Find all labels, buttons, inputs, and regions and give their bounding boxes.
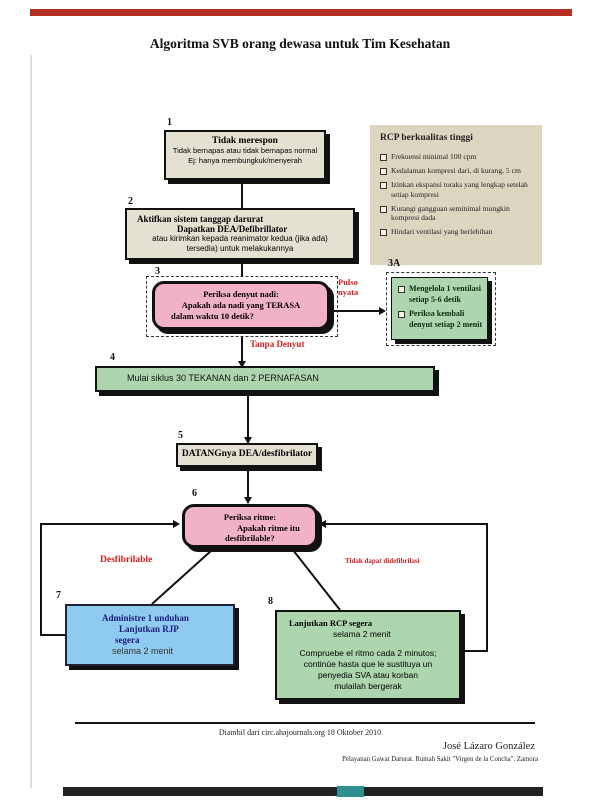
- node-step8-line: selama 2 menit: [333, 629, 391, 639]
- node-step1-line: Tidak bernapas atau tidak bernapas normal: [172, 146, 318, 155]
- step-number-8: 8: [268, 596, 273, 607]
- footer-source: Diambil dari circ.ahajournals.org 18 Oktober 2010: [218, 728, 382, 737]
- node-step6-line: Apakah ritme itu: [237, 522, 300, 533]
- node-step2-activate-emergency: [125, 208, 355, 260]
- node-step2-line: tersedia) untuk melakukannya: [186, 244, 294, 253]
- edge-label-not-shockable: Tidak dapat didefibrilasi: [345, 557, 420, 565]
- node-step3a-item: [398, 309, 483, 330]
- step-number-4: 4: [110, 352, 115, 363]
- node-step2-line: atau kirimkan kepada reanimator kedua (jika ada): [152, 234, 328, 243]
- loop-right-vertical: [486, 523, 488, 652]
- panel-item-text: Frekuensi minimal 100 cpm: [391, 152, 477, 161]
- node-step7-bold-line: Administre 1 unduhan: [102, 613, 189, 623]
- connector-5-6: [247, 467, 249, 498]
- panel-item: [380, 204, 532, 223]
- node-step4-text: Mulai siklus 30 TEKANAN dan 2 PERNAFASAN: [127, 373, 319, 383]
- footer-affiliation: Pelayanan Gawat Darurat. Rumah Sakit "Virgen de la Concha". Zamora: [342, 756, 538, 763]
- checkbox-icon: [398, 286, 405, 293]
- page-title: Algoritma SVB orang dewasa untuk Tim Kesehatan: [149, 36, 451, 51]
- footer-author: José Lázaro González: [442, 741, 535, 752]
- arrowhead-loop-right-into-6: [319, 520, 326, 528]
- edge-label-pulse-line: Pulso: [338, 277, 358, 287]
- node-step1-title: Tidak merespon: [212, 136, 278, 146]
- edge-label-no-pulse: Tanpa Denyut: [250, 339, 305, 349]
- arrowhead-loop-left-into-6: [173, 520, 180, 528]
- node-step8-paragraph-line: penyedia SVA atau korban: [317, 670, 419, 680]
- node-step7-bold-line: segera: [115, 635, 140, 645]
- bottom-edge-bar: [63, 787, 543, 796]
- edge-label-pulse-present: [338, 277, 358, 297]
- node-step8-paragraph-line: mulailah bergerak: [334, 681, 402, 691]
- node-step2-bold-line: Dapatkan DEA/Defibrillator: [177, 224, 288, 234]
- checkbox-icon: [380, 168, 387, 175]
- connector-3-4: [241, 337, 243, 363]
- node-step2-bold-line: Aktifkan sistem tanggap darurat: [137, 214, 264, 224]
- node-step3-line: Periksa denyut nadi:: [203, 289, 279, 299]
- node-step4-start-cycles: [95, 366, 435, 392]
- edge-label-shockable: Desfibrilable: [100, 555, 153, 565]
- node-step1-no-response: [164, 130, 326, 180]
- panel-item: [380, 227, 532, 237]
- node-step8-bold-line: Lanjutkan RCP segera: [289, 618, 373, 628]
- loop-left-vertical: [40, 523, 42, 636]
- branch-line-shockable: [152, 550, 212, 604]
- node-step6-line: desfibrilable?: [225, 533, 275, 543]
- node-step6-check-rhythm: [182, 504, 318, 548]
- node-step3a-item: [398, 284, 483, 305]
- panel-item-text: Kedalaman kompresi dari, di kurang, 5 cm: [391, 166, 521, 175]
- panel-item-text: Hindari ventilasi yang berlebihan: [391, 227, 493, 236]
- step-number-7: 7: [56, 590, 61, 601]
- node-step3-line: Apakah ada nadi yang TERASA: [181, 300, 301, 310]
- rcp-quality-panel: [370, 125, 542, 265]
- node-step7-give-shock: [65, 604, 235, 666]
- node-step3-check-pulse: [152, 281, 330, 330]
- panel-item: [380, 180, 532, 199]
- edge-label-pulse-line: nyata: [338, 287, 359, 297]
- step-number-6: 6: [192, 488, 197, 499]
- checkbox-icon: [380, 229, 387, 236]
- step-number-3: 3: [155, 266, 160, 277]
- arrowhead-into-6: [244, 497, 252, 504]
- loop-left-into-7: [40, 634, 65, 636]
- panel-item: [380, 152, 532, 162]
- footer-divider: [75, 722, 535, 724]
- connector-2-3: [241, 260, 243, 277]
- node-step6-line: Periksa ritme:: [223, 512, 277, 522]
- step-number-5: 5: [178, 430, 183, 441]
- top-edge-bar: [30, 9, 572, 16]
- left-edge-line: [30, 55, 32, 788]
- panel-item-text: Kurangi gangguan seminimal mungkin kompresi dada: [391, 203, 510, 222]
- node-step8-paragraph-line: continúe hasta que le sustituya un: [303, 659, 433, 669]
- node-step3-line: dalam waktu 10 detik?: [171, 311, 254, 321]
- node-step5-aed-arrives: [176, 443, 318, 467]
- checkbox-icon: [380, 154, 387, 161]
- connector-4-5: [247, 392, 249, 438]
- node-step8-continue-cpr: [275, 610, 461, 700]
- node-step8-paragraph-line: Compruebe el ritmo cada 2 minutos;: [299, 648, 437, 658]
- panel-item-text: Izinkan ekspansi toraks yang lengkap setelah setiap kompresi: [391, 180, 528, 199]
- node-step7-bold-line: Lanjutkan RJP: [119, 624, 179, 634]
- arrowhead-into-3a: [379, 307, 386, 315]
- checkbox-icon: [398, 311, 405, 318]
- node-step5-text: DATANGnya DEA/desfibrilator: [181, 449, 313, 459]
- loop-right-horizontal: [326, 523, 488, 525]
- loop-right-into-8: [460, 650, 488, 652]
- loop-left-horizontal: [40, 523, 174, 525]
- panel-title: RCP berkualitas tinggi: [380, 133, 473, 143]
- node-step1-line: Ej: hanya membungkuk/menyerah: [188, 156, 302, 165]
- checkbox-icon: [380, 206, 387, 213]
- checkbox-icon: [380, 182, 387, 189]
- spacer: [277, 640, 459, 648]
- branch-line-nonshockable: [293, 550, 340, 610]
- node-step7-line: selama 2 menit: [112, 646, 174, 656]
- connector-3-3a: [332, 310, 382, 312]
- connector-1-2: [241, 180, 243, 208]
- step-number-3a: 3A: [388, 258, 401, 269]
- step-number-2: 2: [128, 196, 133, 207]
- node-step3a-item-text: Mengelola 1 ventilasi setiap 5-6 detik: [409, 284, 481, 304]
- bottom-edge-teal-mark: [337, 786, 364, 797]
- node-step3a-item-text: Periksa kembali denyut setiap 2 menit: [409, 309, 483, 329]
- step-number-1: 1: [167, 117, 172, 128]
- node-step3a-ventilation: [391, 277, 488, 340]
- panel-item: [380, 166, 532, 176]
